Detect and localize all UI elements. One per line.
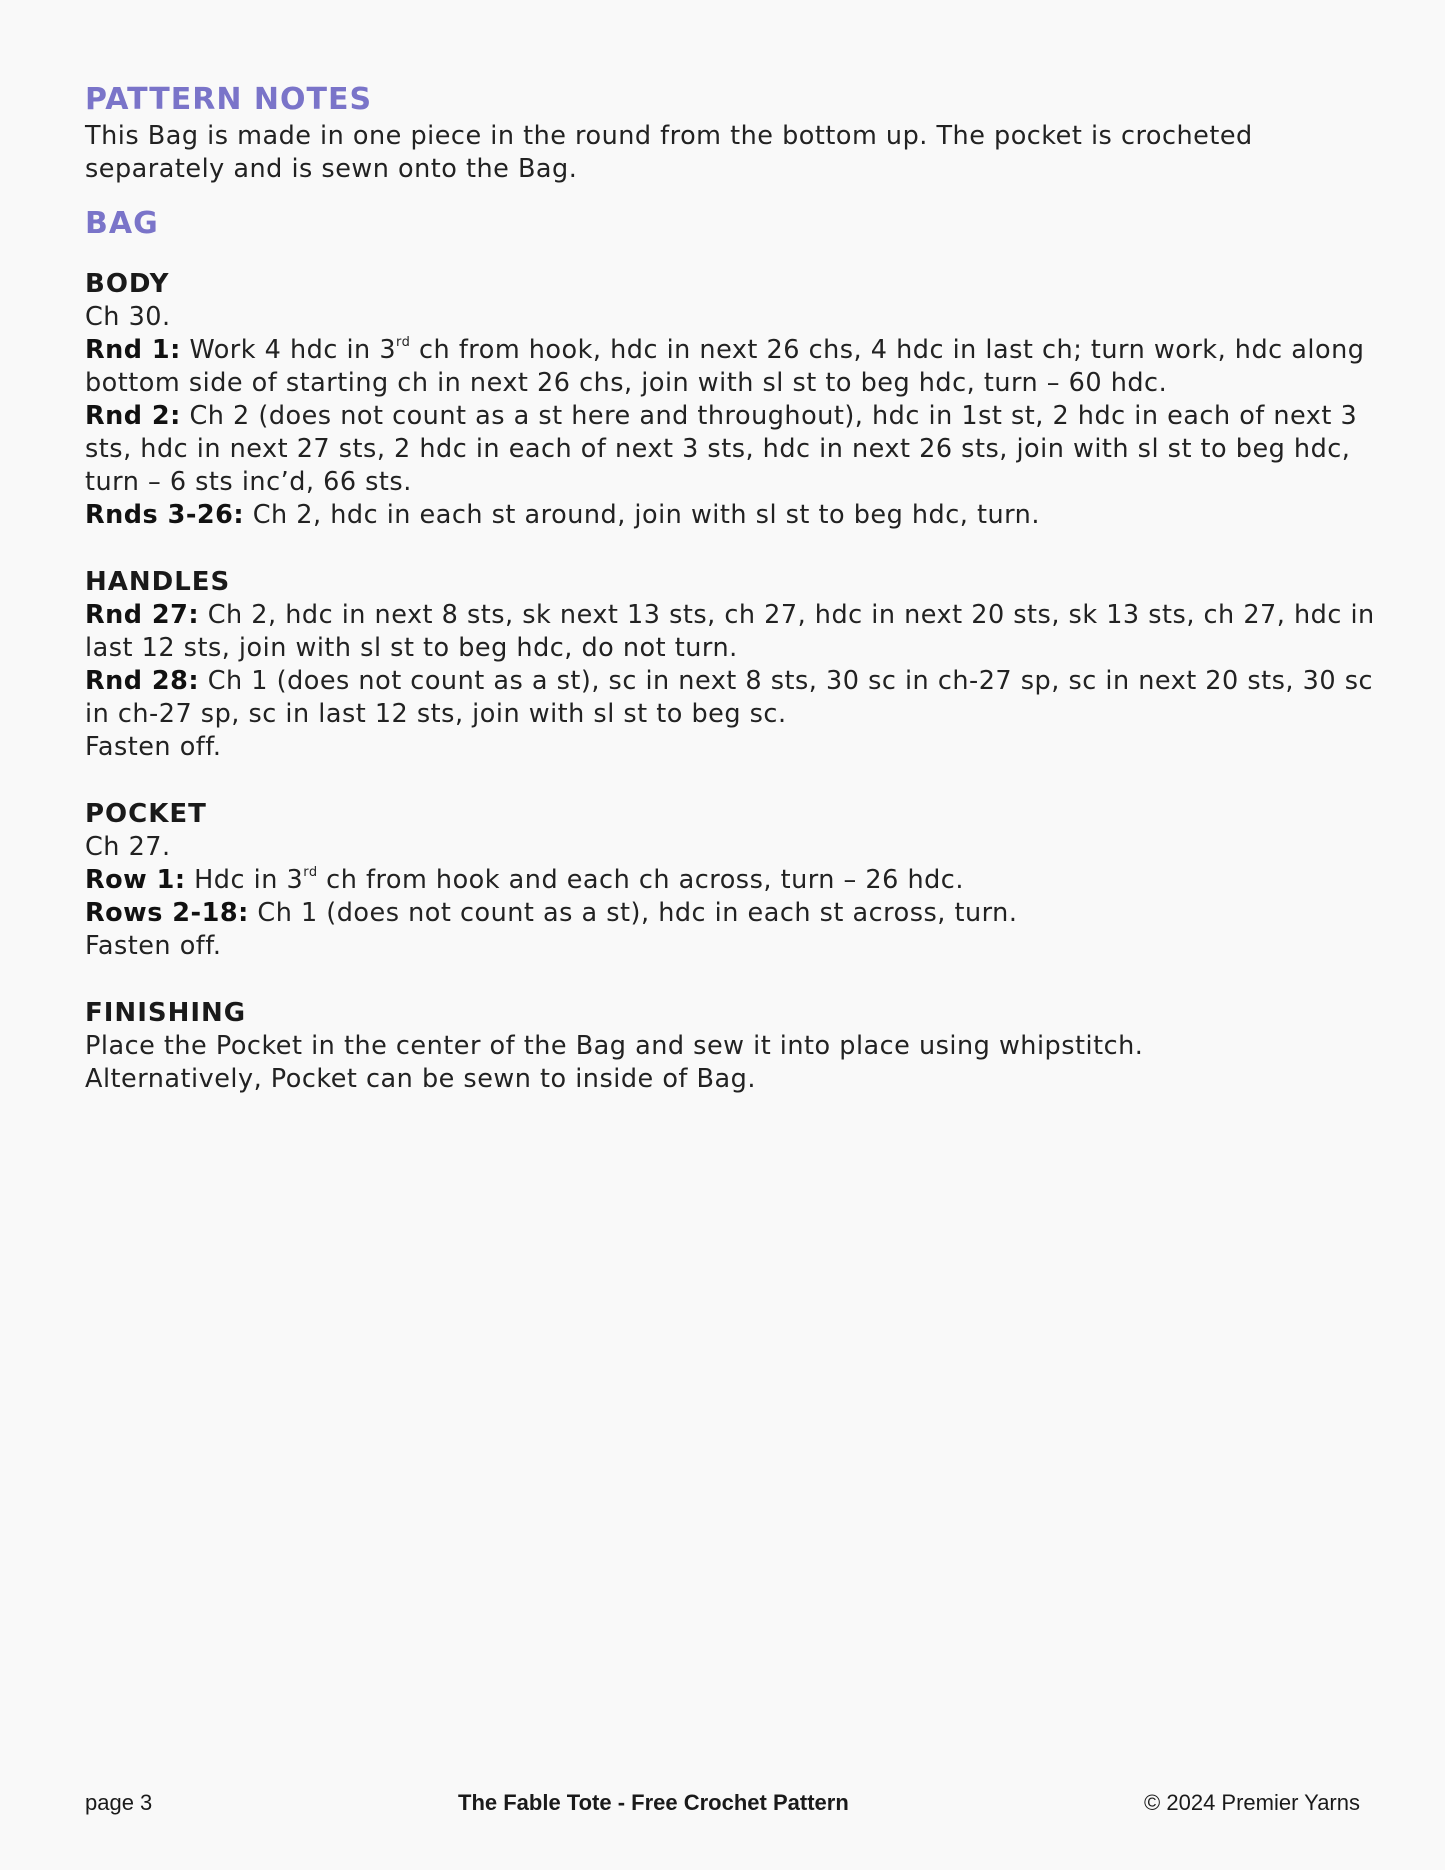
rnd28-label: Rnd 28: [85, 666, 200, 696]
rnd28-text: Ch 1 (does not count as a st), sc in next 8 sts, 30 sc in ch-27 sp, sc in next 20 sts, 30 sc in ch-27 sp, sc in last 12 sts, join with sl st to beg sc. [85, 666, 1374, 729]
row1-text-b: ch from hook and each ch across, turn – 26 hdc. [317, 865, 964, 895]
handles-heading: HANDLES [85, 567, 231, 597]
rnd1-sup: rd [396, 335, 411, 350]
pocket-rows2-18 [85, 897, 1375, 930]
pattern-notes-text: This Bag is made in one piece in the round from the bottom up. The pocket is crocheted separately and is sewn onto the Bag. [85, 121, 1253, 184]
rnd1-label: Rnd 1: [85, 335, 181, 365]
pocket-end: Fasten off. [85, 931, 222, 961]
rnds3-26-text: Ch 2, hdc in each st around, join with sl st to beg hdc, turn. [244, 500, 1040, 530]
page-footer [85, 1790, 1360, 1820]
copyright: © 2024 Premier Yarns [1144, 1790, 1360, 1815]
handles-rnd28 [85, 665, 1375, 731]
page-number: page 3 [85, 1790, 153, 1815]
rnd27-text: Ch 2, hdc in next 8 sts, sk next 13 sts, ch 27, hdc in next 20 sts, sk 13 sts, ch 27, hdc in last 12 sts, join with sl st to beg hdc, do not turn. [85, 600, 1375, 663]
body-rnd2 [85, 400, 1375, 499]
finishing-heading: FINISHING [85, 998, 247, 1028]
body-rnd1 [85, 334, 1375, 400]
finishing-text: Place the Pocket in the center of the Bag and sew it into place using whipstitch. Alternatively, Pocket can be sewn to inside of Bag. [85, 1031, 1144, 1094]
document-title: The Fable Tote - Free Crochet Pattern [458, 1790, 849, 1815]
row1-sup: rd [303, 865, 318, 880]
rows2-18-label: Rows 2-18: [85, 898, 249, 928]
bag-heading: BAG [85, 206, 159, 241]
pocket-heading: POCKET [85, 799, 207, 829]
row1-text-a: Hdc in 3 [185, 865, 304, 895]
rnds3-26-label: Rnds 3-26: [85, 500, 245, 530]
body-start: Ch 30. [85, 302, 171, 332]
rnd1-text-a: Work 4 hdc in 3 [180, 335, 397, 365]
rnd1-text-b: ch from hook, hdc in next 26 chs, 4 hdc in last ch; turn work, hdc along bottom side of starting ch in next 26 chs, join with sl st to beg hdc, turn – 60 hdc. [85, 335, 1365, 398]
rows2-18-text: Ch 1 (does not count as a st), hdc in each st across, turn. [248, 898, 1018, 928]
rnd2-text: Ch 2 (does not count as a st here and throughout), hdc in 1st st, 2 hdc in each of next 3 sts, hdc in next 27 sts, 2 hdc in each of next 3 sts, hdc in next 26 sts, join with sl st to beg hdc, turn – 6 sts inc’d, 66 sts. [85, 401, 1358, 497]
row1-label: Row 1: [85, 865, 186, 895]
handles-rnd27 [85, 599, 1375, 665]
body-rnds3-26 [85, 499, 1375, 532]
rnd27-label: Rnd 27: [85, 600, 200, 630]
pocket-row1 [85, 864, 1375, 897]
pattern-notes-heading: PATTERN NOTES [85, 82, 373, 117]
body-heading: BODY [85, 269, 170, 299]
handles-end: Fasten off. [85, 732, 222, 762]
pocket-start: Ch 27. [85, 832, 171, 862]
pattern-content [85, 80, 1375, 1096]
rnd2-label: Rnd 2: [85, 401, 181, 431]
